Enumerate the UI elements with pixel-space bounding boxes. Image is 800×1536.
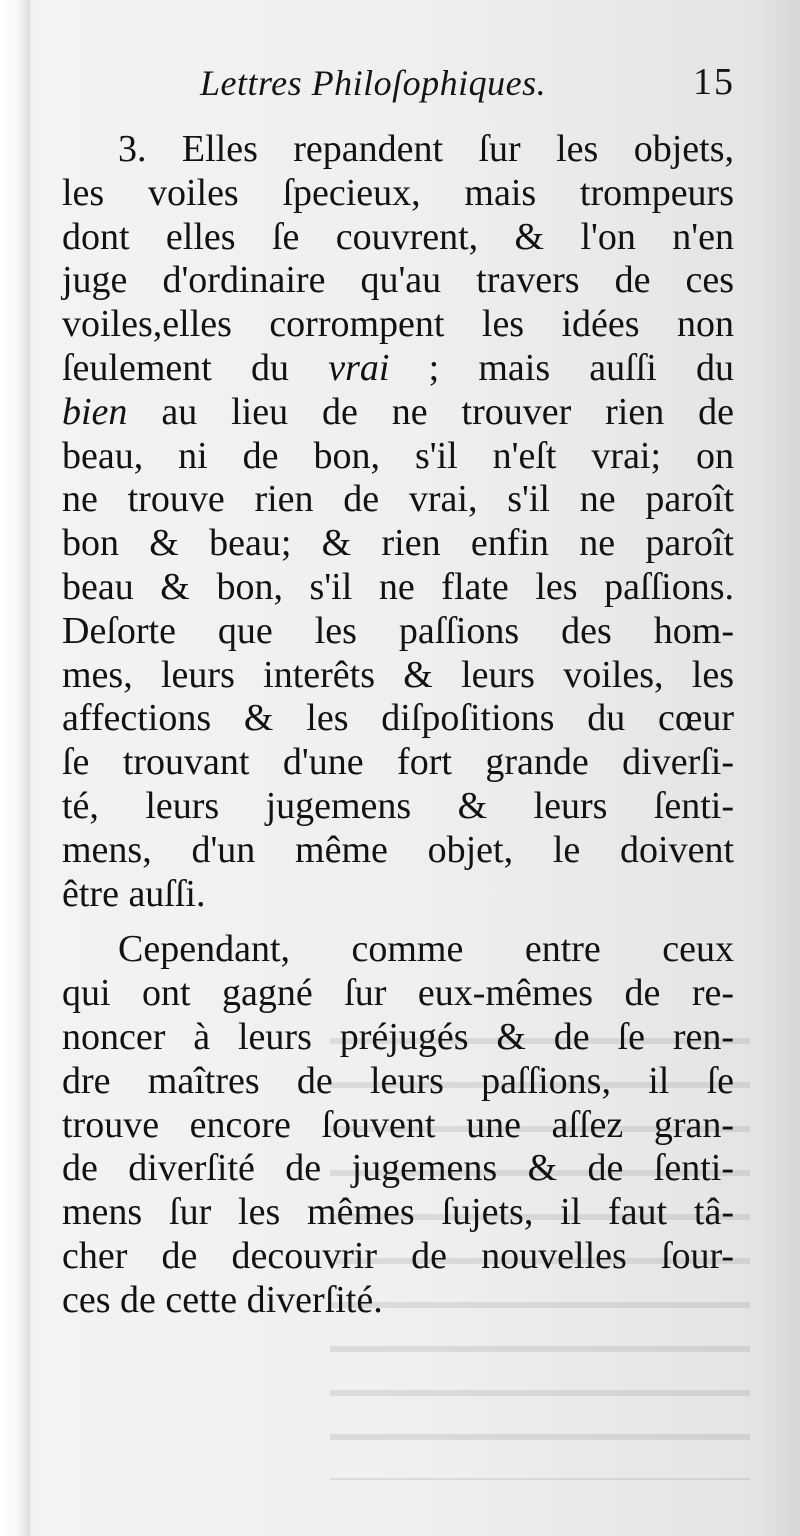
text-line: affections & les diſpoſitions du cœur: [62, 697, 734, 740]
text-line: ſe trouvant d'une fort grande diverſi-: [62, 741, 734, 784]
paragraph-spacer: [62, 916, 734, 928]
text-line: Deſorte que les paſſions des hom-: [62, 609, 734, 652]
text-line: [62, 347, 734, 391]
running-title: Lettres Philoſophiques.: [200, 63, 547, 103]
text-line: dre maîtres de leurs paſſions, il ſe: [62, 1059, 734, 1102]
text-line: Cependant, comme entre ceux: [118, 928, 734, 971]
text-line: ne trouve rien de vrai, s'il ne paroît: [62, 478, 734, 521]
text-line: trouve encore ſouvent une aſſez gran-: [62, 1103, 734, 1146]
text-line: juge d'ordinaire qu'au travers de ces: [62, 259, 734, 302]
text-line: 3. Elles repandent ſur les objets,: [118, 128, 734, 170]
paragraph-1: [62, 128, 734, 916]
italic-word-bien: bien: [62, 390, 128, 433]
text-line: té, leurs jugemens & leurs ſenti-: [62, 784, 734, 827]
text-line: de diverſité de jugemens & de ſenti-: [62, 1147, 734, 1190]
page-header: [190, 62, 735, 112]
text-line: mens ſur les mêmes ſujets, il faut tâ-: [62, 1191, 734, 1234]
paragraph-2: [62, 928, 734, 1322]
text-line: être auſſi.: [62, 872, 206, 915]
text-line: mens, d'un même objet, le doivent: [62, 828, 734, 871]
text-line: voiles,elles corrompent les idées non: [62, 303, 734, 346]
text-line: dont elles ſe couvrent, & l'on n'en: [62, 215, 734, 258]
body-text: [62, 128, 734, 1323]
text-segment: ſeulement du: [62, 346, 290, 389]
text-line: beau, ni de bon, s'il n'eſt vrai; on: [62, 434, 734, 477]
text-line: cher de decouvrir de nouvelles ſour-: [62, 1234, 734, 1277]
text-segment: ; mais auſſi du: [428, 346, 735, 389]
text-line: qui ont gagné ſur eux-mêmes de re-: [62, 972, 734, 1015]
italic-word-vrai: vrai: [328, 346, 390, 389]
page-number: 15: [693, 61, 735, 103]
text-line: les voiles ſpecieux, mais trompeurs: [62, 171, 734, 214]
page-gutter-edge: [0, 0, 30, 1536]
text-line: bon & beau; & rien enfin ne paroît: [62, 522, 734, 565]
text-line: noncer à leurs préjugés & de ſe ren-: [62, 1015, 734, 1058]
text-line: mes, leurs interêts & leurs voiles, les: [62, 653, 734, 696]
text-segment: au lieu de ne trouver rien de: [161, 390, 734, 433]
text-line: beau & bon, s'il ne flate les paſſions.: [62, 565, 734, 608]
text-line: ces de cette diverſité.: [62, 1278, 383, 1321]
text-line: [62, 391, 734, 435]
